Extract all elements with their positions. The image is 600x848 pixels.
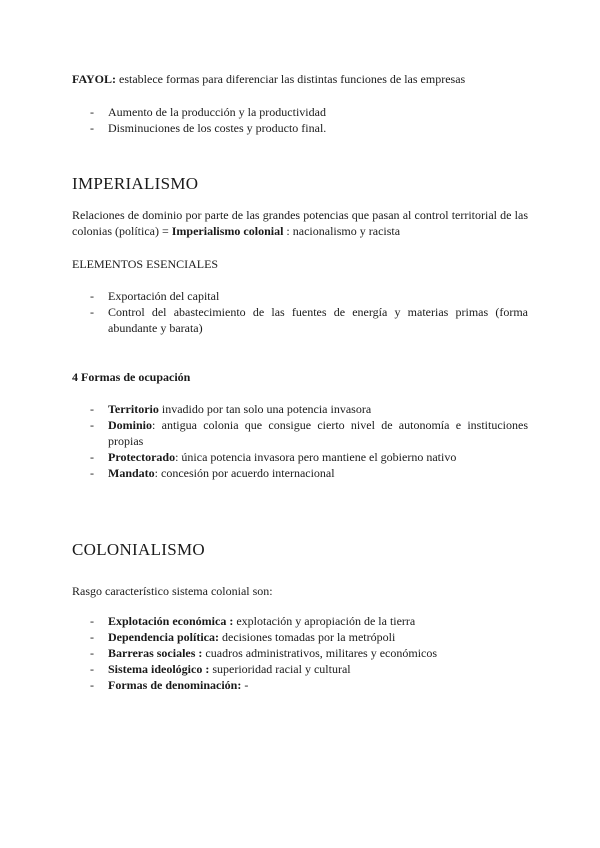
dash-marker: - [90,305,94,319]
fayol-term: FAYOL: [72,72,117,86]
list-item: - Disminuciones de los costes y producto final. [90,121,327,135]
dash-marker: - [90,678,94,692]
dash-marker: - [90,402,94,416]
imperialismo-colonial-term: Imperialismo colonial [171,224,284,238]
dash-marker: - [90,630,94,644]
list-item: - Formas de denominación: - [90,678,249,692]
list-item: - Exportación del capital [90,289,220,303]
list-item: - Territorio invadido por tan solo una potencia invasora [90,402,372,416]
list-item: - Dominio: antigua colonia que consigue cierto nivel de autonomía e instituciones propias [90,418,528,448]
dash-marker: - [90,105,94,119]
colonialismo-list [72,613,528,693]
elementos-list [72,288,528,336]
imperialismo-intro: Relaciones de dominio por parte de las grandes potencias que pasan al control territorial de las colonias (política) = Imperialismo colonial : nacionalismo y racista [72,208,528,238]
list-item: - Dependencia política: decisiones tomadas por la metrópoli [90,630,396,644]
elementos-title: ELEMENTOS ESENCIALES [72,257,219,271]
list-item: - Barreras sociales : cuadros administrativos, militares y económicos [90,646,438,660]
dash-marker: - [90,646,94,660]
dash-marker: - [90,614,94,628]
dash-marker: - [90,450,94,464]
fayol-list [72,104,528,136]
colonialismo-heading: COLONIALISMO [72,540,205,559]
list-item: - Aumento de la producción y la productividad [90,105,326,119]
dash-marker: - [90,662,94,676]
list-item: - Sistema ideológico : superioridad racial y cultural [90,662,351,676]
formas-title: 4 Formas de ocupación [72,370,191,384]
formas-list [72,401,528,481]
dash-marker: - [90,289,94,303]
list-item: - Mandato: concesión por acuerdo internacional [90,466,335,480]
list-item: - Explotación económica : explotación y apropiación de la tierra [90,614,416,628]
fayol-text: establece formas para diferenciar las distintas funciones de las empresas [116,72,466,86]
imperialismo-heading: IMPERIALISMO [72,174,199,193]
list-item: - Protectorado: única potencia invasora pero mantiene el gobierno nativo [90,450,457,464]
colonialismo-intro: Rasgo característico sistema colonial son: [72,584,273,598]
fayol-paragraph [72,71,528,87]
dash-marker: - [90,418,94,432]
dash-marker: - [90,466,94,480]
list-item: - Control del abastecimiento de las fuentes de energía y materias primas (forma abundante y barata) [90,305,528,335]
dash-marker: - [90,121,94,135]
